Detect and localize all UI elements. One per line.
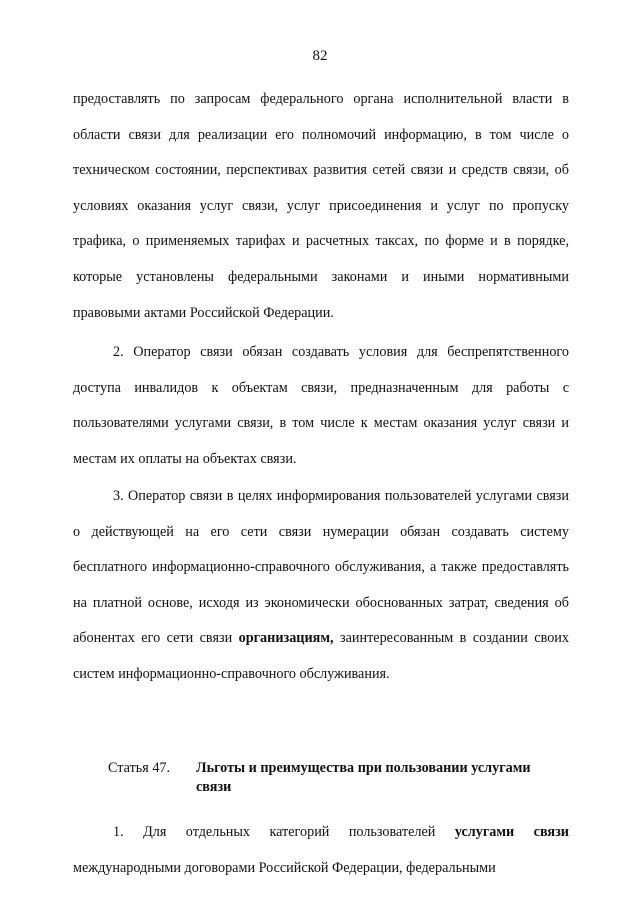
paragraph-4-text — [73, 815, 569, 886]
paragraph-1-text: предоставлять по запросам федерального органа исполнительной власти в области связи для реализации его полномочий информацию, в том числе о техническом состоянии, перспективах развития сетей связи и средств связи, об условиях оказания услуг связи, услуг присоединения и услуг по пропуску трафика, о применяемых тарифах и расчетных таксах, по форме и в порядке, которые установлены федеральными законами и иными нормативными правовыми актами Российской Федерации. — [73, 91, 569, 321]
paragraph-3-text-start: 3. Оператор связи в целях информирования пользователей услугами связи о действующей на его сети связи нумерации обязан создавать систему бесплатного информационно-справочного обслуживания, а также предоставлять на платной основе, исходя из экономически обоснованных затрат, сведения об абонентах его сети связи — [73, 488, 569, 647]
paragraph-3-text-end: заинтересованным в создании своих систем информационно-справочного обслуживания. — [73, 630, 569, 682]
paragraph-4 — [73, 815, 569, 886]
page-number: 82 — [312, 48, 328, 64]
article-title: Льготы и преимущества при пользовании услугами связи — [196, 760, 531, 795]
paragraph-4-text-end: международными договорами Российской Федерации, федеральными — [73, 859, 496, 876]
paragraph-2 — [73, 335, 569, 477]
article-label: Статья 47. — [108, 760, 171, 776]
paragraph-2-text: 2. Оператор связи обязан создавать условия для беспрепятственного доступа инвалидов к объектам связи, предназначенным для работы с пользователями услугами связи, в том числе к местам оказания услуг связи и местам их оплаты на объектах связи. — [73, 344, 569, 467]
paragraph-4-text-start: 1. Для отдельных категорий пользователей — [113, 824, 455, 840]
paragraph-3 — [73, 479, 569, 693]
paragraph-continuation — [73, 82, 569, 331]
paragraph-3-bold-word: организациям, — [238, 630, 334, 647]
paragraph-3-text — [73, 479, 569, 693]
paragraph-4-bold-phrase: услугами связи — [454, 824, 569, 840]
